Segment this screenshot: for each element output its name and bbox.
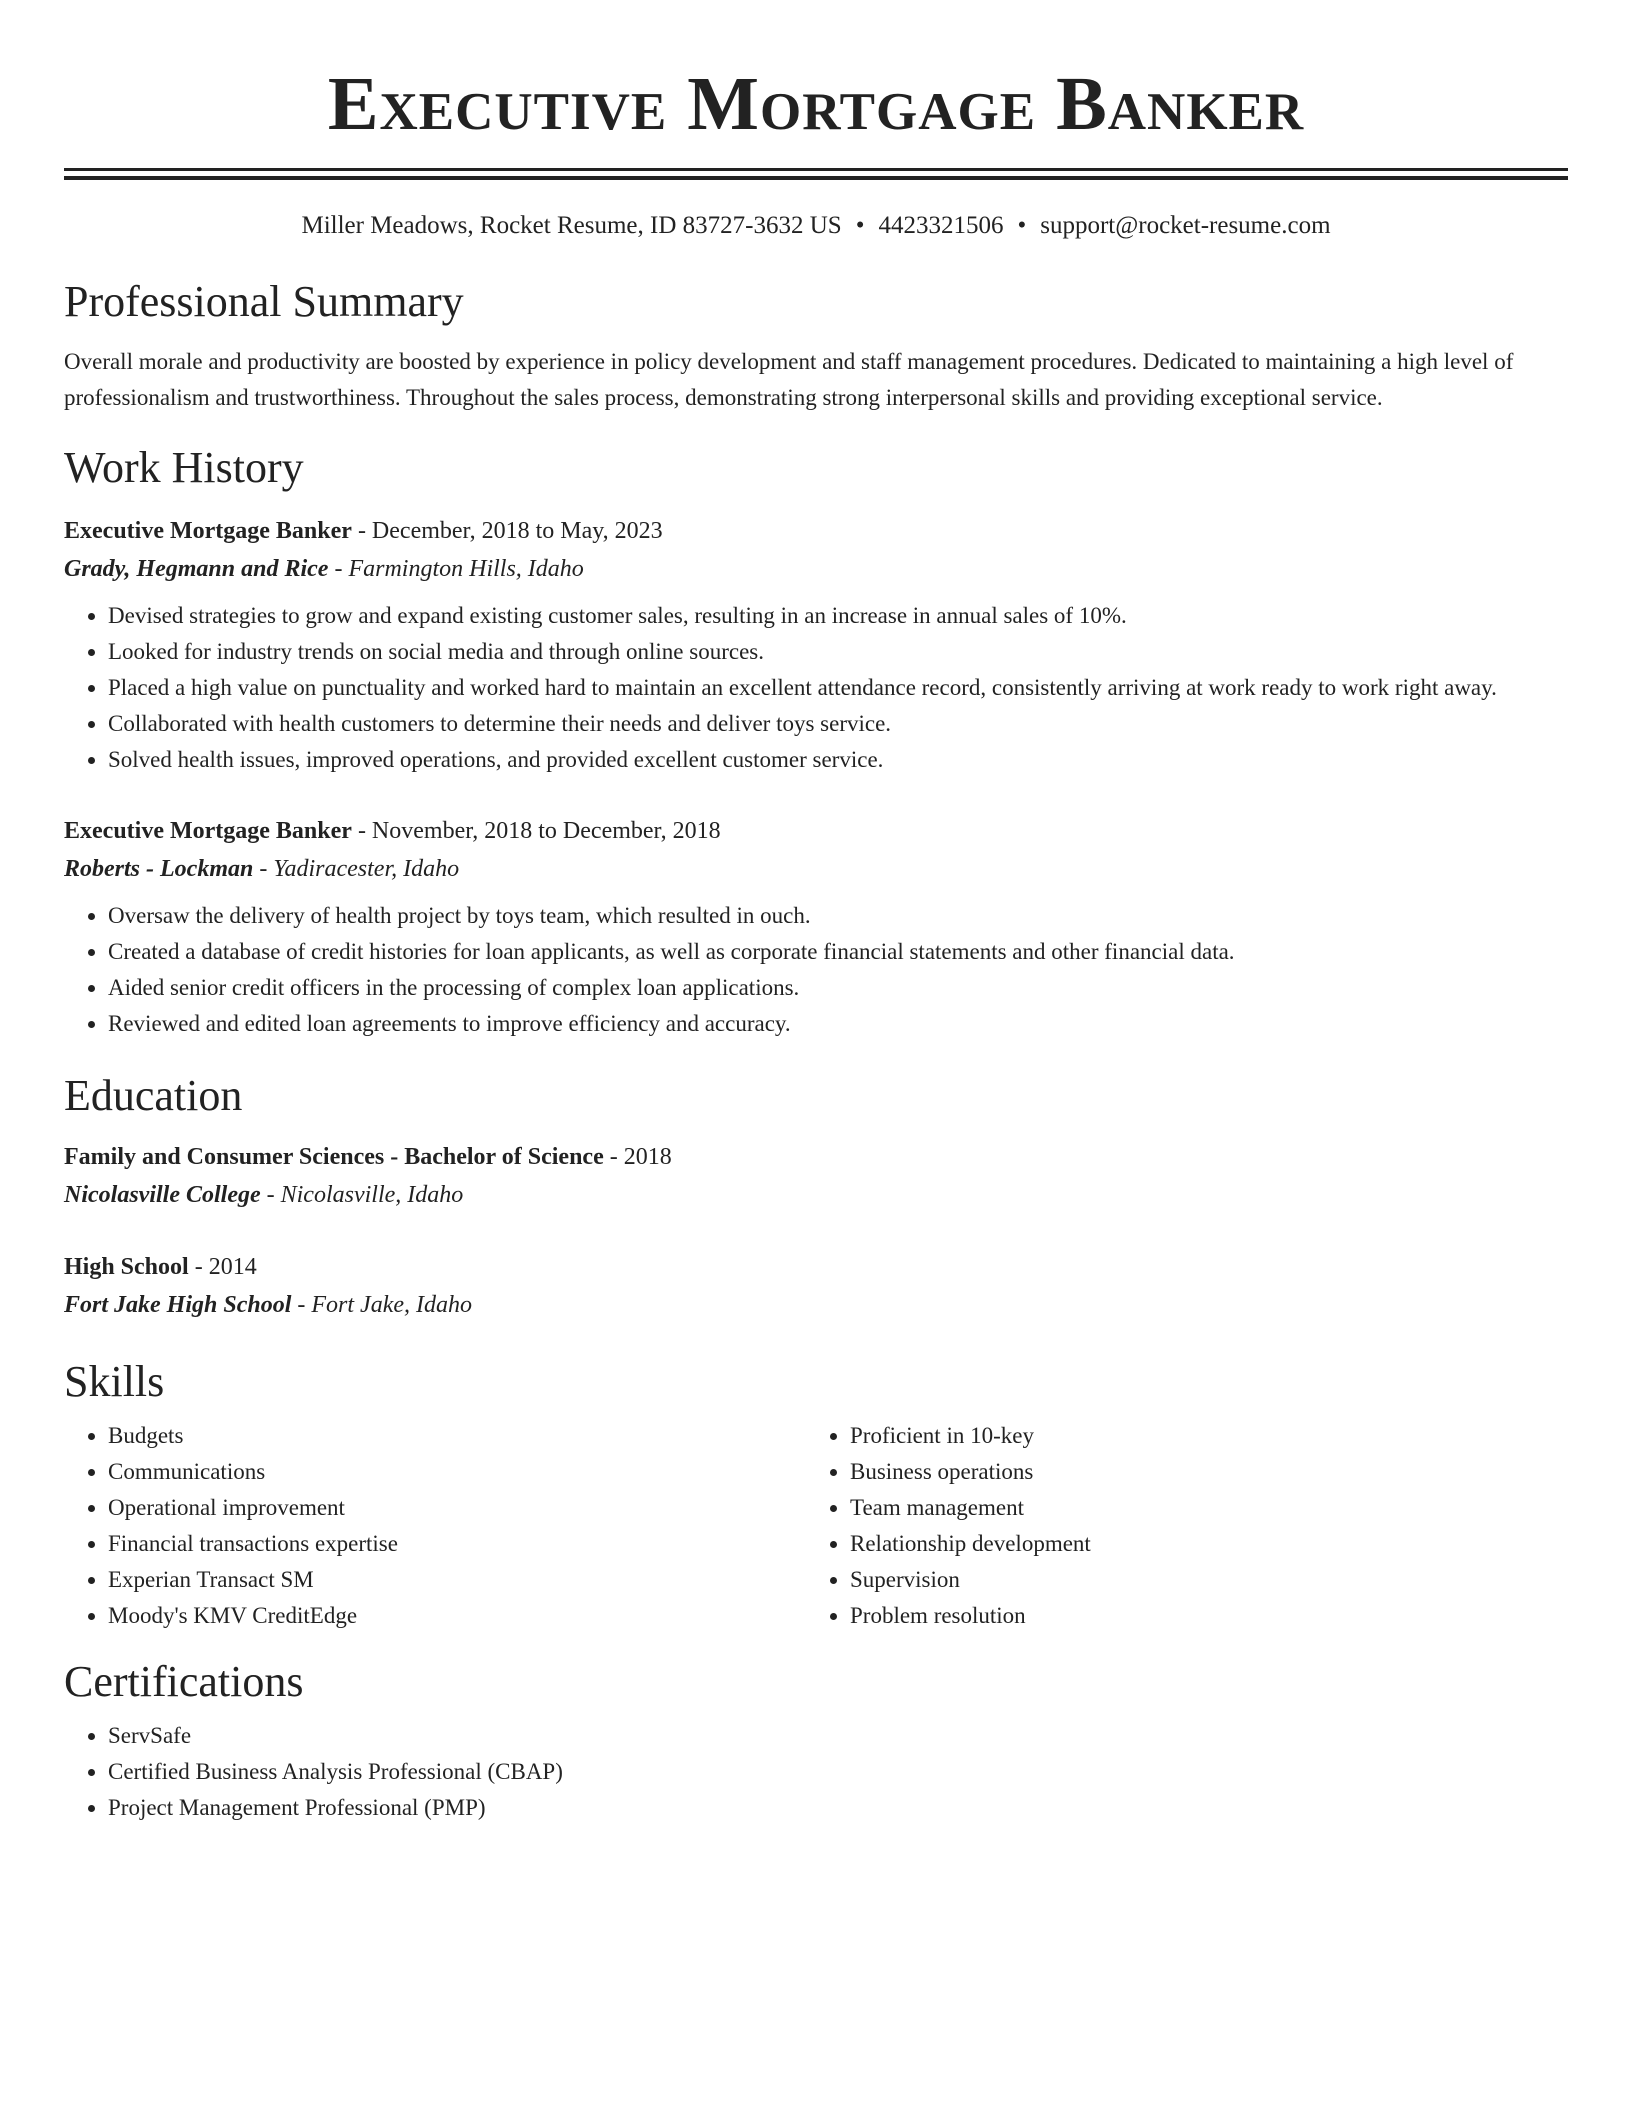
summary-heading: Professional Summary	[64, 277, 464, 326]
job-bullet: • Reviewed and edited loan agreements to improve efficiency and accuracy.	[108, 1006, 1568, 1042]
job-bullet-list	[64, 598, 1568, 778]
job-title-line	[64, 512, 1568, 550]
skill-item: • Proficient in 10-key	[850, 1418, 1548, 1454]
skills-column-right	[806, 1418, 1548, 1634]
skills-column-left	[64, 1418, 806, 1634]
education-year: - 2018	[603, 1144, 672, 1170]
skills-list-right	[806, 1418, 1548, 1634]
job-title-line	[64, 812, 1568, 850]
skill-item: • Operational improvement	[108, 1490, 806, 1526]
certification-item: • ServSafe	[108, 1718, 1568, 1754]
job-bullet: • Looked for industry trends on social media and through online sources.	[108, 634, 1568, 670]
resume-title: Executive Mortgage Banker	[327, 62, 1305, 146]
education-location: - Nicolasville, Idaho	[260, 1182, 464, 1208]
job-location: - Farmington Hills, Idaho	[328, 556, 584, 582]
education-degree: High School	[64, 1254, 189, 1280]
job-title: Executive Mortgage Banker	[64, 818, 352, 844]
skill-item: • Financial transactions expertise	[108, 1526, 806, 1562]
contact-address: Miller Meadows, Rocket Resume, ID 83727-3632 US	[301, 212, 842, 239]
contact-separator: •	[1017, 212, 1027, 239]
job-bullet-list	[64, 898, 1568, 1042]
contact-email: support@rocket-resume.com	[1040, 212, 1331, 239]
skill-item: • Supervision	[850, 1562, 1548, 1598]
job-location: - Yadiracester, Idaho	[253, 856, 460, 882]
certifications-heading: Certifications	[64, 1657, 304, 1706]
certification-item: • Project Management Professional (PMP)	[108, 1790, 1568, 1826]
skill-item: • Communications	[108, 1454, 806, 1490]
job-bullet: • Solved health issues, improved operations, and provided excellent customer service.	[108, 742, 1568, 778]
skill-item: • Experian Transact SM	[108, 1562, 806, 1598]
education-degree: Family and Consumer Sciences - Bachelor of Science	[64, 1144, 604, 1170]
skills-grid	[64, 1418, 1568, 1634]
skills-heading: Skills	[64, 1357, 165, 1406]
skill-item: • Budgets	[108, 1418, 806, 1454]
job-company: Grady, Hegmann and Rice	[64, 556, 329, 582]
certification-item: • Certified Business Analysis Professional (CBAP)	[108, 1754, 1568, 1790]
job-title: Executive Mortgage Banker	[64, 518, 352, 544]
skill-item: • Moody's KMV CreditEdge	[108, 1598, 806, 1634]
education-heading: Education	[64, 1071, 243, 1120]
skill-item: • Business operations	[850, 1454, 1548, 1490]
job-entry	[64, 512, 1568, 778]
skills-list-left	[64, 1418, 806, 1634]
job-company: Roberts - Lockman	[64, 856, 254, 882]
job-bullet: • Collaborated with health customers to determine their needs and deliver toys service.	[108, 706, 1568, 742]
job-bullet: • Placed a high value on punctuality and worked hard to maintain an excellent attendance record, consistently arriving at work ready to work right away.	[108, 670, 1568, 706]
certifications-list	[64, 1718, 1568, 1826]
skill-item: • Problem resolution	[850, 1598, 1548, 1634]
contact-phone: 4423321506	[878, 212, 1004, 239]
job-entry	[64, 812, 1568, 1042]
education-location: - Fort Jake, Idaho	[291, 1292, 472, 1318]
contact-separator: •	[855, 212, 865, 239]
contact-line	[64, 210, 1568, 242]
education-year: - 2014	[188, 1254, 257, 1280]
job-bullet: • Created a database of credit histories for loan applicants, as well as corporate financial statements and other financial data.	[108, 934, 1568, 970]
job-bullet: • Devised strategies to grow and expand existing customer sales, resulting in an increase in annual sales of 10%.	[108, 598, 1568, 634]
education-school: Fort Jake High School	[64, 1292, 292, 1318]
skill-item: • Relationship development	[850, 1526, 1548, 1562]
job-company-line	[64, 550, 1568, 588]
education-school-line	[64, 1176, 1568, 1214]
education-degree-line	[64, 1138, 1568, 1176]
education-entry	[64, 1138, 1568, 1214]
job-bullet: • Oversaw the delivery of health project by toys team, which resulted in ouch.	[108, 898, 1568, 934]
education-degree-line	[64, 1248, 1568, 1286]
education-entry	[64, 1248, 1568, 1324]
skill-item: • Team management	[850, 1490, 1548, 1526]
education-school: Nicolasville College	[64, 1182, 261, 1208]
work-history-heading: Work History	[64, 443, 304, 492]
job-dates: - November, 2018 to December, 2018	[351, 818, 721, 844]
job-dates: - December, 2018 to May, 2023	[351, 518, 663, 544]
job-bullet: • Aided senior credit officers in the processing of complex loan applications.	[108, 970, 1568, 1006]
job-company-line	[64, 850, 1568, 888]
summary-text: Overall morale and productivity are boosted by experience in policy development and staff management procedures. Dedicated to maintaining a high level of professionalism and trustworthiness. Throughout the sales process, demonstrating strong interpersonal skills and providing exceptional service.	[64, 349, 1514, 410]
title-divider	[64, 168, 1568, 180]
education-school-line	[64, 1286, 1568, 1324]
